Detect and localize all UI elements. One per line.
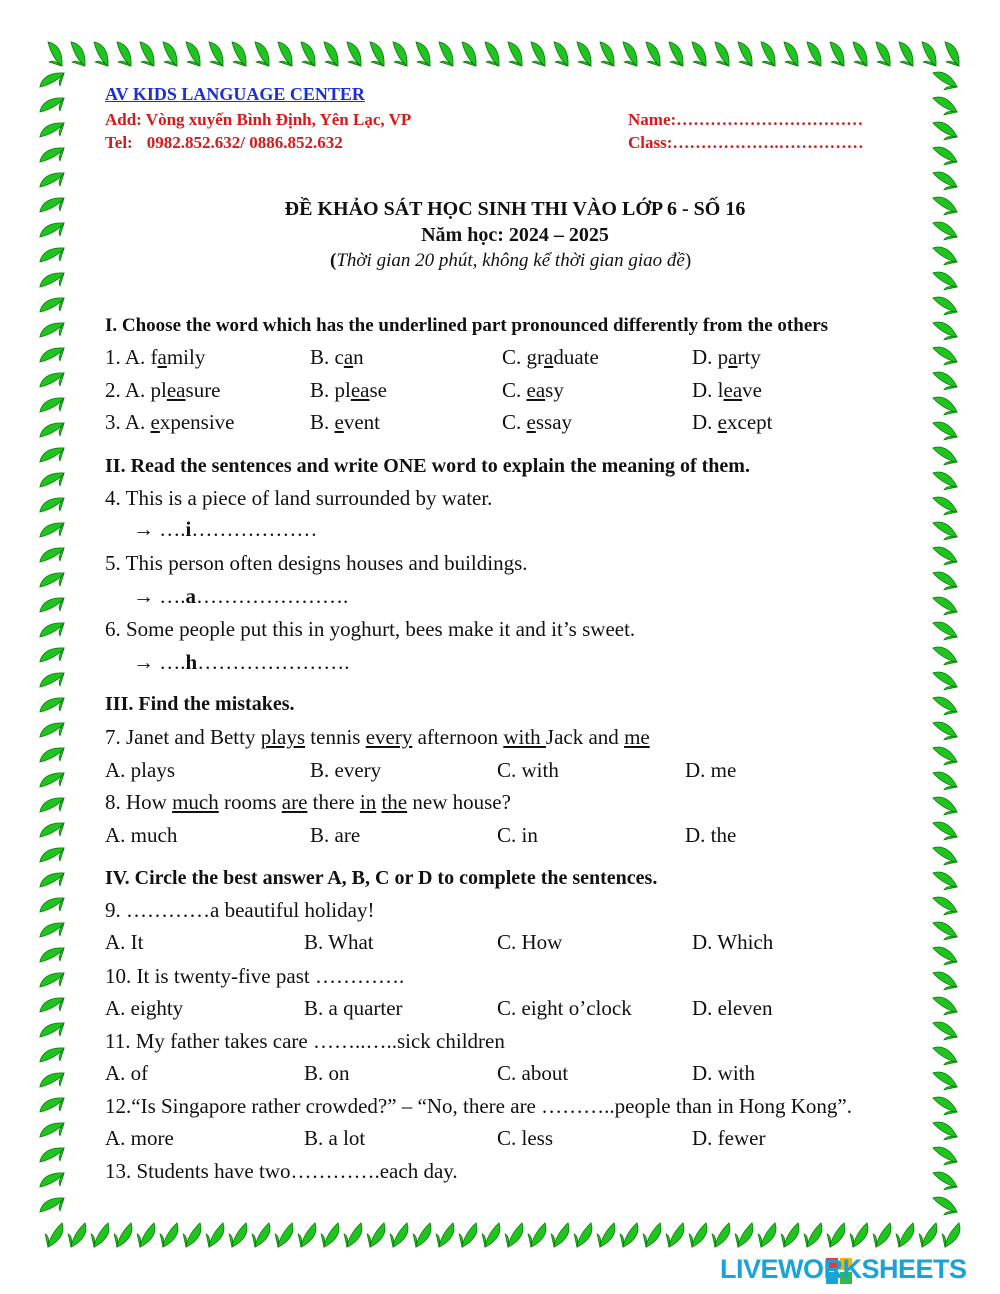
- question-13-text: 13. Students have two………….each day.: [105, 1159, 458, 1183]
- question-number: 1. A.: [105, 345, 151, 369]
- text-part: C. gr: [502, 345, 544, 369]
- leaf-icon: [928, 593, 960, 620]
- question-7-option-b[interactable]: B. every: [310, 758, 382, 782]
- leaf-icon: [822, 1218, 849, 1250]
- leaf-icon: [661, 1218, 688, 1250]
- leaf-icon: [822, 39, 849, 71]
- question-2-option-a[interactable]: [105, 378, 221, 403]
- leaf-icon: [37, 893, 69, 920]
- leaf-icon: [661, 39, 688, 71]
- school-name[interactable]: AV KIDS LANGUAGE CENTER: [105, 84, 365, 104]
- question-12-option-a[interactable]: A. more: [105, 1126, 174, 1150]
- leaf-icon: [316, 39, 343, 71]
- leaf-icon: [40, 1218, 67, 1250]
- leaf-icon: [37, 1168, 69, 1195]
- text-part: D. p: [692, 345, 729, 369]
- leaf-icon: [914, 1218, 941, 1250]
- question-2-option-c[interactable]: [502, 378, 564, 403]
- text-part: pl: [150, 378, 167, 402]
- text-part: Jack and: [545, 725, 625, 749]
- leaf-icon: [63, 1218, 90, 1250]
- text-part: rooms: [218, 790, 282, 814]
- leaf-icon: [799, 39, 826, 71]
- underlined-part: ea: [350, 378, 370, 402]
- leaf-icon: [247, 39, 274, 71]
- leaf-icon: [178, 39, 205, 71]
- leaf-icon: [385, 39, 412, 71]
- leaf-icon: [845, 1218, 872, 1250]
- underlined-part: e: [717, 410, 727, 434]
- text-part: B.: [310, 410, 335, 434]
- leaf-icon: [109, 39, 136, 71]
- leaf-icon: [928, 993, 960, 1020]
- section-4-heading: IV. Circle the best answer A, B, C or D to complete the sentences.: [105, 867, 658, 889]
- leaf-icon: [928, 1193, 960, 1220]
- leaf-icon: [132, 1218, 159, 1250]
- leaf-icon: [37, 693, 69, 720]
- leaf-icon: [37, 868, 69, 895]
- text-part: ve: [742, 378, 762, 402]
- question-8-option-d[interactable]: D. the: [685, 823, 737, 847]
- text-part: vent: [343, 410, 380, 434]
- leaf-icon: [178, 1218, 205, 1250]
- leaf-icon: [37, 418, 69, 445]
- underlined-part: e: [334, 410, 344, 434]
- text-part: D.: [692, 410, 718, 434]
- underlined-part: e: [150, 410, 160, 434]
- leaf-icon: [569, 1218, 596, 1250]
- text-part: sure: [185, 378, 221, 402]
- underlined-part: the: [381, 790, 408, 814]
- leaf-icon: [37, 1093, 69, 1120]
- leaf-icon: [270, 1218, 297, 1250]
- leaf-icon: [500, 39, 527, 71]
- question-12-option-b[interactable]: B. a lot: [304, 1126, 366, 1150]
- underlined-part: ea: [526, 378, 546, 402]
- text-part: duate: [553, 345, 599, 369]
- leaf-icon: [928, 368, 960, 395]
- leaf-icon: [201, 1218, 228, 1250]
- section-2-heading: II. Read the sentences and write ONE word to explain the meaning of them.: [105, 455, 750, 477]
- question-3-option-c[interactable]: [502, 410, 572, 435]
- school-year: Năm học: 2024 – 2025: [421, 224, 609, 246]
- question-7-option-d[interactable]: D. me: [685, 758, 737, 782]
- liveworksheets-watermark: LIVEWORKSHEETS: [720, 1254, 967, 1284]
- leaf-icon: [37, 943, 69, 970]
- question-4-answer-line[interactable]: [133, 517, 317, 542]
- leaf-icon: [37, 1043, 69, 1070]
- leaf-icon: [37, 343, 69, 370]
- leaf-icon: [37, 668, 69, 695]
- hint-letter: i: [185, 517, 192, 541]
- leaf-icon: [477, 1218, 504, 1250]
- text-part: rty: [737, 345, 761, 369]
- leaf-icon: [37, 818, 69, 845]
- text-part: D. l: [692, 378, 724, 402]
- leaf-icon: [37, 993, 69, 1020]
- leaf-icon: [270, 39, 297, 71]
- leaf-icon: [928, 1018, 960, 1045]
- leaf-icon: [868, 1218, 895, 1250]
- question-9-option-b[interactable]: B. What: [304, 930, 374, 954]
- underlined-part: every: [365, 725, 413, 749]
- leaf-icon: [928, 1168, 960, 1195]
- leaf-icon: [707, 39, 734, 71]
- underlined-part: with: [503, 725, 546, 749]
- leaf-icon: [569, 39, 596, 71]
- leaf-icon: [86, 39, 113, 71]
- leaf-icon: [928, 418, 960, 445]
- leaf-icon: [37, 318, 69, 345]
- leaf-icon: [845, 39, 872, 71]
- tel-label: Tel:: [105, 133, 133, 152]
- leaf-icon: [928, 393, 960, 420]
- text-part: B. c: [310, 345, 344, 369]
- leaf-icon: [937, 39, 964, 71]
- leaf-icon: [37, 743, 69, 770]
- leaf-icon: [776, 39, 803, 71]
- leaf-icon: [431, 39, 458, 71]
- leaf-icon: [928, 893, 960, 920]
- leaf-icon: [928, 68, 960, 95]
- text-part: n: [353, 345, 364, 369]
- dots: ………………….: [197, 650, 350, 674]
- leaf-icon: [454, 1218, 481, 1250]
- leaf-icon: [937, 1218, 964, 1250]
- leaf-icon: [928, 568, 960, 595]
- question-9-text: 9. …………a beautiful holiday!: [105, 898, 375, 922]
- leaf-icon: [928, 493, 960, 520]
- question-12-option-c[interactable]: C. less: [497, 1126, 554, 1150]
- question-9-option-a[interactable]: A. It: [105, 930, 144, 954]
- leaf-icon: [928, 1043, 960, 1070]
- leaf-icon: [37, 243, 69, 270]
- leaf-icon: [914, 39, 941, 71]
- leaf-icon: [37, 543, 69, 570]
- leaf-icon: [155, 39, 182, 71]
- arrow-icon: →: [133, 517, 154, 541]
- leaf-icon: [928, 1068, 960, 1095]
- leaf-icon: [37, 443, 69, 470]
- leaf-icon: [928, 1143, 960, 1170]
- question-10-text: 10. It is twenty-five past ………….: [105, 964, 405, 988]
- question-3-option-b[interactable]: [310, 410, 380, 435]
- leaf-icon: [592, 1218, 619, 1250]
- leaf-icon: [928, 643, 960, 670]
- leaf-icon: [37, 68, 69, 95]
- question-10-option-a[interactable]: A. eighty: [105, 996, 184, 1020]
- exam-title: ĐỀ KHẢO SÁT HỌC SINH THI VÀO LỚP 6 - SỐ 16: [284, 198, 746, 220]
- underlined-part: are: [281, 790, 308, 814]
- leaf-icon: [928, 93, 960, 120]
- leaf-icon: [37, 1018, 69, 1045]
- leaf-icon: [928, 518, 960, 545]
- leaf-icon: [37, 168, 69, 195]
- question-3-option-a[interactable]: [105, 410, 235, 435]
- dots: ………………: [191, 517, 318, 541]
- underlined-part: ea: [166, 378, 186, 402]
- leaf-icon: [37, 518, 69, 545]
- text-part: new house?: [407, 790, 511, 814]
- text-part: xcept: [727, 410, 773, 434]
- leaf-icon: [37, 293, 69, 320]
- leaf-icon: [37, 268, 69, 295]
- question-6-answer-line[interactable]: [133, 650, 349, 675]
- text-part: sy: [545, 378, 564, 402]
- leaf-icon: [891, 39, 918, 71]
- leaf-icon: [615, 1218, 642, 1250]
- leaf-icon: [546, 39, 573, 71]
- tel-numbers: 0982.852.632/ 0886.852.632: [146, 133, 343, 152]
- leaf-icon: [928, 318, 960, 345]
- leaf-icon: [37, 593, 69, 620]
- dots: ………………….: [196, 584, 349, 608]
- leaf-icon: [37, 618, 69, 645]
- leaf-icon: [37, 918, 69, 945]
- leaf-icon: [37, 143, 69, 170]
- question-9-option-c[interactable]: C. How: [497, 930, 563, 954]
- question-7-option-a[interactable]: A. plays: [105, 758, 175, 782]
- leaf-icon: [928, 843, 960, 870]
- leaf-icon: [928, 468, 960, 495]
- leaf-icon: [638, 1218, 665, 1250]
- time-note: (Thời gian 20 phút, không kể thời gian giao đề): [330, 250, 692, 271]
- leaf-icon: [37, 468, 69, 495]
- leaf-icon: [40, 39, 67, 71]
- leaf-icon: [201, 39, 228, 71]
- leaf-icon: [37, 1193, 69, 1220]
- leaf-icon: [293, 39, 320, 71]
- question-11-option-c[interactable]: C. about: [497, 1061, 569, 1085]
- leaf-icon: [109, 1218, 136, 1250]
- leaf-icon: [730, 39, 757, 71]
- leaf-icon: [477, 39, 504, 71]
- question-10-option-c[interactable]: C. eight o’clock: [497, 996, 632, 1020]
- class-field[interactable]: Class:……………….……………: [628, 133, 864, 152]
- leaf-icon: [132, 39, 159, 71]
- leaf-icon: [928, 293, 960, 320]
- underlined-part: plays: [260, 725, 306, 749]
- section-1-heading: I. Choose the word which has the underlined part pronounced differently from the others: [105, 315, 829, 336]
- time-note-text: Thời gian 20 phút, không kể thời gian giao đề: [336, 250, 685, 271]
- question-8-option-b[interactable]: B. are: [310, 823, 361, 847]
- leaf-icon: [385, 1218, 412, 1250]
- dots: ….: [154, 517, 186, 541]
- question-8-text: [105, 790, 511, 815]
- text-part: C.: [502, 410, 527, 434]
- question-5-text: 5. This person often designs houses and buildings.: [105, 551, 528, 575]
- leaf-icon: [546, 1218, 573, 1250]
- leaf-icon: [928, 793, 960, 820]
- question-number: 2. A.: [105, 378, 151, 402]
- leaf-icon: [753, 39, 780, 71]
- leaf-icon: [224, 39, 251, 71]
- question-1-option-c[interactable]: [502, 345, 599, 370]
- leaf-icon: [523, 39, 550, 71]
- leaf-icon: [155, 1218, 182, 1250]
- leaf-icon: [928, 268, 960, 295]
- leaf-icon: [928, 693, 960, 720]
- underlined-part: a: [728, 345, 738, 369]
- leaf-icon: [928, 918, 960, 945]
- leaf-icon: [362, 39, 389, 71]
- leaf-icon: [928, 768, 960, 795]
- leaf-icon: [928, 118, 960, 145]
- underlined-part: in: [359, 790, 377, 814]
- hint-letter: a: [185, 584, 196, 608]
- question-7-text: [105, 725, 650, 750]
- question-number: 3. A.: [105, 410, 151, 434]
- question-9-option-d[interactable]: D. Which: [692, 930, 774, 954]
- text-part: 8. How: [105, 790, 173, 814]
- text-part: ssay: [535, 410, 573, 434]
- leaf-icon: [37, 393, 69, 420]
- question-11-option-b[interactable]: B. on: [304, 1061, 350, 1085]
- leaf-icon: [928, 343, 960, 370]
- leaf-icon: [293, 1218, 320, 1250]
- question-8-option-a[interactable]: A. much: [105, 823, 178, 847]
- leaf-icon: [37, 968, 69, 995]
- question-12-option-d[interactable]: D. fewer: [692, 1126, 766, 1150]
- leaf-icon: [339, 39, 366, 71]
- text-part: C.: [502, 378, 527, 402]
- leaf-icon: [37, 93, 69, 120]
- leaf-icon: [500, 1218, 527, 1250]
- leaf-icon: [37, 768, 69, 795]
- leaf-icon: [638, 39, 665, 71]
- leaf-icon: [868, 39, 895, 71]
- leaf-icon: [37, 843, 69, 870]
- leaf-icon: [928, 243, 960, 270]
- leaf-icon: [362, 1218, 389, 1250]
- leaf-icon: [454, 39, 481, 71]
- question-1-option-b[interactable]: [310, 345, 364, 370]
- leaf-icon: [753, 1218, 780, 1250]
- underlined-part: me: [624, 725, 650, 749]
- leaf-icon: [928, 868, 960, 895]
- leaf-icon: [408, 39, 435, 71]
- underlined-part: a: [157, 345, 167, 369]
- leaf-icon: [615, 39, 642, 71]
- leaf-icon: [37, 118, 69, 145]
- leaf-icon: [37, 568, 69, 595]
- leaf-icon: [891, 1218, 918, 1250]
- leaf-icon: [339, 1218, 366, 1250]
- leaf-icon: [707, 1218, 734, 1250]
- school-address: Add: Vòng xuyến Bình Định, Yên Lạc, VP: [105, 110, 412, 129]
- leaf-icon: [928, 743, 960, 770]
- leaf-icon: [730, 1218, 757, 1250]
- leaf-icon: [37, 793, 69, 820]
- question-11-text: 11. My father takes care ……..…..sick children: [105, 1029, 505, 1053]
- leaf-icon: [37, 1068, 69, 1095]
- text-part: xpensive: [159, 410, 235, 434]
- leaf-icon: [928, 543, 960, 570]
- leaf-icon: [684, 1218, 711, 1250]
- text-part: f: [150, 345, 158, 369]
- dots: ….: [154, 584, 186, 608]
- leaf-icon: [928, 968, 960, 995]
- text-part: mily: [166, 345, 206, 369]
- leaf-icon: [928, 1093, 960, 1120]
- leaf-icon: [928, 143, 960, 170]
- question-10-option-b[interactable]: B. a quarter: [304, 996, 403, 1020]
- arrow-icon: →: [133, 650, 154, 674]
- question-1-option-d[interactable]: [692, 345, 761, 370]
- underlined-part: a: [343, 345, 354, 369]
- leaf-icon: [592, 39, 619, 71]
- text-part: afternoon: [412, 725, 504, 749]
- question-10-option-d[interactable]: D. eleven: [692, 996, 773, 1020]
- leaf-icon: [684, 39, 711, 71]
- leaf-icon: [928, 943, 960, 970]
- leaf-icon: [37, 1143, 69, 1170]
- question-5-answer-line[interactable]: [133, 584, 348, 609]
- arrow-icon: →: [133, 584, 154, 608]
- name-field[interactable]: Name:……………………………: [628, 110, 864, 129]
- leaf-icon: [799, 1218, 826, 1250]
- leaf-icon: [928, 1118, 960, 1145]
- question-12-text: 12.“Is Singapore rather crowded?” – “No, there are ………..people than in Hong Kong”.: [105, 1094, 852, 1118]
- question-6-text: 6. Some people put this in yoghurt, bees make it and it’s sweet.: [105, 617, 636, 641]
- leaf-icon: [37, 643, 69, 670]
- question-1-option-a[interactable]: [105, 345, 205, 370]
- question-4-text: 4. This is a piece of land surrounded by water.: [105, 486, 493, 510]
- leaf-icon: [776, 1218, 803, 1250]
- leaf-icon: [224, 1218, 251, 1250]
- underlined-part: ea: [723, 378, 743, 402]
- leaf-icon: [37, 718, 69, 745]
- text-part: se: [369, 378, 387, 402]
- leaf-icon: [86, 1218, 113, 1250]
- text-part: there: [307, 790, 360, 814]
- leaf-icon: [37, 1118, 69, 1145]
- question-11-option-d[interactable]: D. with: [692, 1061, 755, 1085]
- text-part: 7. Janet and Betty: [105, 725, 261, 749]
- underlined-part: much: [172, 790, 219, 814]
- leaf-icon: [63, 39, 90, 71]
- dots: ….: [154, 650, 186, 674]
- underlined-part: a: [544, 345, 554, 369]
- leaf-icon: [928, 718, 960, 745]
- leaf-icon: [431, 1218, 458, 1250]
- leaf-icon: [928, 168, 960, 195]
- section-3-heading: III. Find the mistakes.: [105, 693, 295, 715]
- underlined-part: e: [526, 410, 536, 434]
- leaf-icon: [928, 443, 960, 470]
- hint-letter: h: [185, 650, 198, 674]
- text-part: B. pl: [310, 378, 351, 402]
- question-11-option-a[interactable]: A. of: [105, 1061, 149, 1085]
- text-part: tennis: [305, 725, 366, 749]
- leaf-icon: [928, 668, 960, 695]
- leaf-icon: [408, 1218, 435, 1250]
- question-3-option-d[interactable]: [692, 410, 772, 435]
- question-2-option-b[interactable]: [310, 378, 387, 403]
- school-phone: [105, 133, 343, 153]
- leaf-icon: [928, 818, 960, 845]
- leaf-icon: [523, 1218, 550, 1250]
- leaf-icon: [247, 1218, 274, 1250]
- leaf-icon: [928, 618, 960, 645]
- question-8-option-c[interactable]: C. in: [497, 823, 538, 847]
- leaf-icon: [37, 493, 69, 520]
- question-7-option-c[interactable]: C. with: [497, 758, 559, 782]
- leaf-icon: [37, 368, 69, 395]
- question-2-option-d[interactable]: [692, 378, 762, 403]
- leaf-icon: [316, 1218, 343, 1250]
